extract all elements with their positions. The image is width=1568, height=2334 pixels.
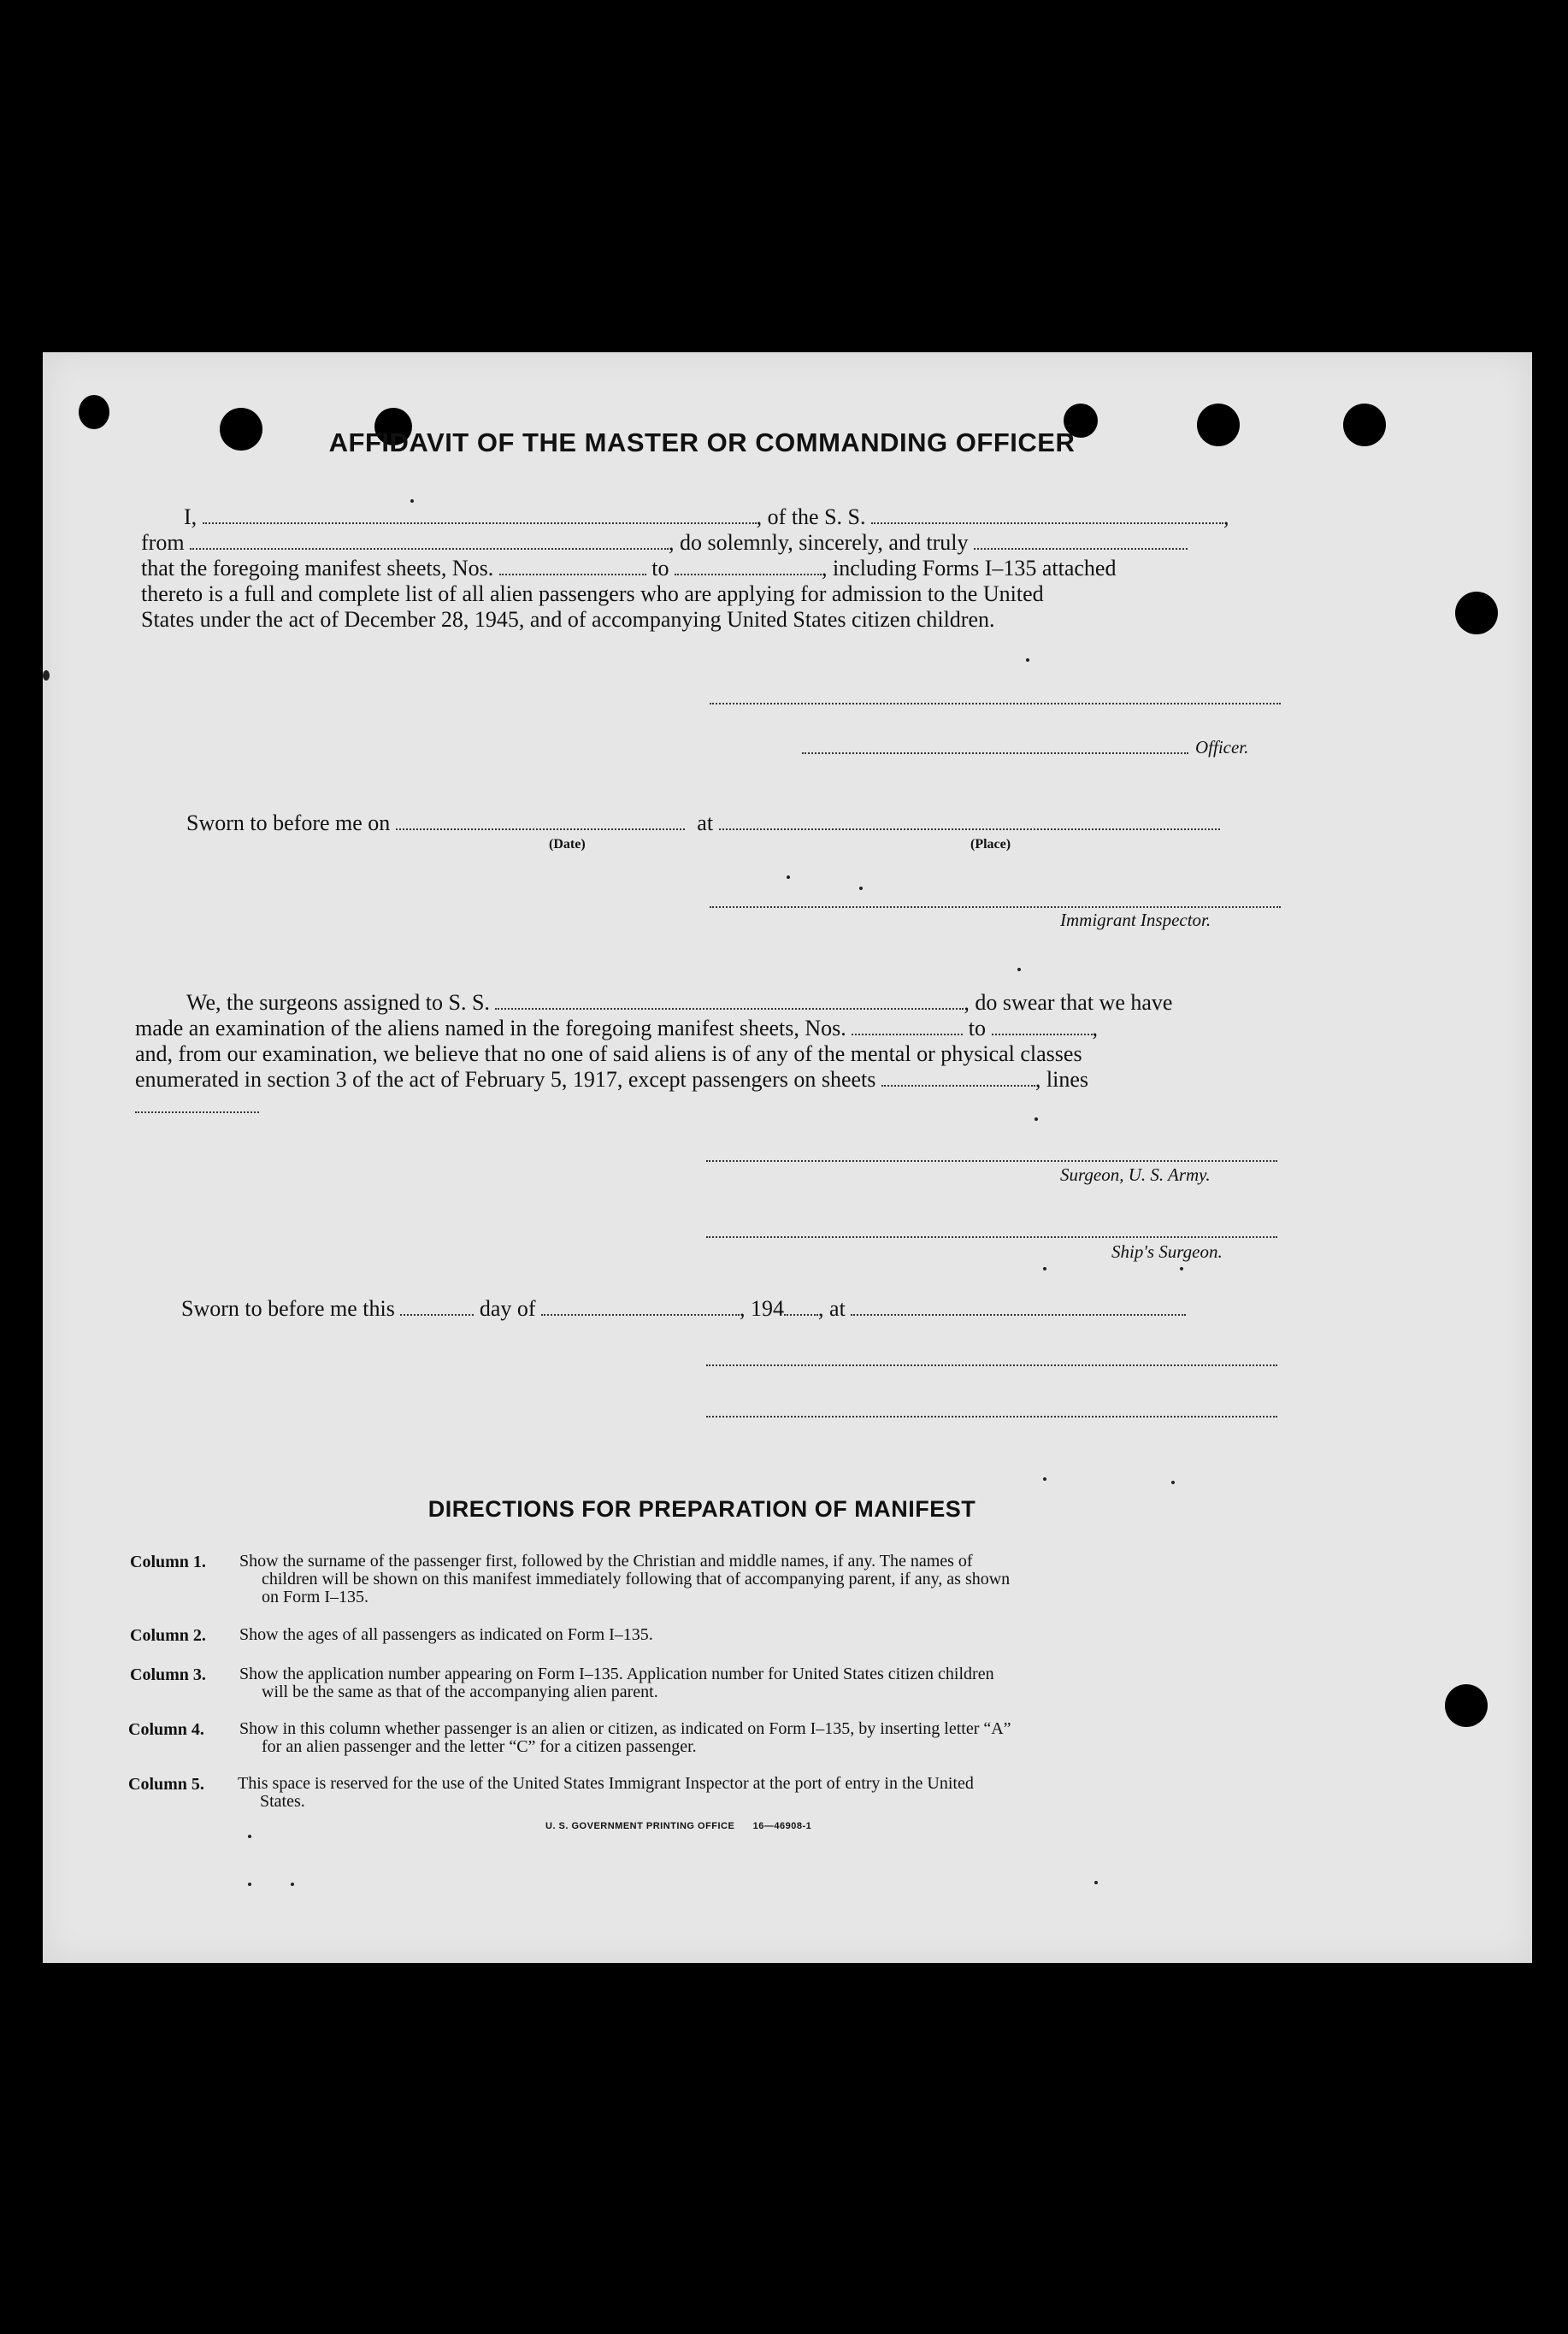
column-2-label: Column 2. <box>130 1626 206 1645</box>
text: enumerated in section 3 of the act of February 5, 1917, except passengers on sheets <box>135 1067 876 1092</box>
text: on Form I–135. <box>262 1588 368 1606</box>
sworn-place-field[interactable] <box>719 811 1220 830</box>
ship-surgeon-signature-line[interactable] <box>706 1236 1277 1238</box>
speck <box>1035 1117 1038 1121</box>
sheet-to-field[interactable] <box>675 557 822 575</box>
sheet-from-field[interactable] <box>499 557 646 575</box>
text: , lines <box>1035 1067 1089 1092</box>
except-sheets-field[interactable] <box>881 1068 1035 1087</box>
text: Show in this column whether passenger is an alien or citizen, as indicated on Form I–135, by inserting letter “A” <box>239 1719 1011 1738</box>
sworn-at-field[interactable] <box>851 1297 1186 1316</box>
text: I, <box>184 504 197 529</box>
affidavit-line-3 <box>141 556 1116 581</box>
speck <box>787 875 790 879</box>
officer-signature-line[interactable] <box>802 752 1188 754</box>
exam-sheet-from-field[interactable] <box>852 1017 963 1035</box>
column-1-label: Column 1. <box>130 1553 206 1571</box>
text: will be the same as that of the accompanying alien parent. <box>262 1683 658 1701</box>
speck <box>859 887 863 890</box>
text: from <box>141 530 185 555</box>
text: children will be shown on this manifest immediately following that of accompanying parent, if any, as shown <box>262 1570 1011 1588</box>
text: , of the S. S. <box>756 504 866 529</box>
form-sheet <box>43 352 1532 1963</box>
surgeons-line-4 <box>135 1067 1088 1093</box>
punch-hole <box>1455 592 1498 634</box>
text: to <box>968 1016 986 1040</box>
text: made an examination of the aliens named in the foregoing manifest sheets, Nos. <box>135 1016 846 1040</box>
text: Show the surname of the passenger first, followed by the Christian and middle names, if any. The names of <box>239 1552 973 1571</box>
signature-line[interactable] <box>710 703 1281 704</box>
speck <box>1180 1267 1183 1270</box>
port-from-field[interactable] <box>190 531 669 550</box>
sworn-day-field[interactable] <box>400 1297 474 1316</box>
signature-line[interactable] <box>706 1364 1277 1366</box>
ship-name-field[interactable] <box>871 505 1223 524</box>
speck <box>1026 658 1029 662</box>
sworn-month-field[interactable] <box>541 1297 740 1316</box>
surgeons-ship-field[interactable] <box>495 991 964 1010</box>
text: to <box>651 556 669 581</box>
text: for an alien passenger and the letter “C” for a citizen passenger. <box>262 1737 697 1756</box>
exam-sheet-to-field[interactable] <box>992 1017 1093 1035</box>
printing-office-imprint: U. S. GOVERNMENT PRINTING OFFICE 16—46908-1 <box>545 1821 812 1831</box>
sworn-date-field[interactable] <box>396 811 685 830</box>
affidavit-line-5: States under the act of December 28, 1945, and of accompanying United States citizen children. <box>141 607 995 632</box>
column-5-text <box>238 1775 974 1811</box>
affidavit-blank-field[interactable] <box>974 531 1188 550</box>
except-lines-field[interactable] <box>135 1111 259 1113</box>
speck <box>43 670 50 681</box>
sworn-date-line <box>186 810 1220 836</box>
speck <box>248 1835 251 1838</box>
column-3-text <box>239 1665 994 1701</box>
text: , do swear that we have <box>964 990 1173 1015</box>
column-4-text <box>239 1720 1011 1756</box>
punch-hole <box>79 395 109 429</box>
text: day of <box>479 1296 536 1321</box>
officer-label: Officer. <box>1195 737 1249 757</box>
text: Show the ages of all passengers as indicated on Form I–135. <box>239 1625 653 1644</box>
column-3-label: Column 3. <box>130 1665 206 1684</box>
speck <box>1043 1267 1046 1270</box>
text: at <box>697 810 714 835</box>
text: Sworn to before me this <box>181 1296 395 1321</box>
speck <box>1017 968 1021 971</box>
column-1-text <box>239 1553 1010 1606</box>
speck <box>1043 1477 1046 1481</box>
text: , at <box>818 1296 846 1321</box>
surgeons-line-2 <box>135 1016 1098 1041</box>
page-title: AFFIDAVIT OF THE MASTER OR COMMANDING OFFICER <box>328 427 1076 457</box>
surgeons-line-1 <box>186 990 1172 1016</box>
army-surgeon-label: Surgeon, U. S. Army. <box>1060 1164 1211 1185</box>
affidavit-line-1 <box>184 504 1229 530</box>
text: , do solemnly, sincerely, and truly <box>669 530 969 555</box>
column-2-text <box>239 1626 653 1644</box>
ship-surgeon-label: Ship's Surgeon. <box>1111 1241 1223 1262</box>
affidavit-line-2 <box>141 530 1188 556</box>
text: that the foregoing manifest sheets, Nos. <box>141 556 494 581</box>
text: , <box>1092 1016 1098 1040</box>
speck <box>248 1883 251 1886</box>
text: , including Forms I–135 attached <box>822 556 1117 581</box>
text: We, the surgeons assigned to S. S. <box>186 990 490 1015</box>
text: , <box>1223 504 1229 529</box>
text: States. <box>260 1792 305 1811</box>
text: This space is reserved for the use of the United States Immigrant Inspector at the port of entry in the United <box>238 1774 974 1793</box>
column-5-label: Column 5. <box>128 1775 204 1794</box>
speck <box>291 1883 294 1886</box>
speck <box>410 499 414 503</box>
place-caption: (Place) <box>970 837 1011 852</box>
directions-title: DIRECTIONS FOR PREPARATION OF MANIFEST <box>427 1496 976 1522</box>
column-4-label: Column 4. <box>128 1720 204 1739</box>
master-name-field[interactable] <box>203 505 757 524</box>
punch-hole <box>1445 1684 1488 1727</box>
text: Show the application number appearing on Form I–135. Application number for United States citizen children <box>239 1665 994 1683</box>
affidavit-line-4: thereto is a full and complete list of all alien passengers who are applying for admission to the United <box>141 581 1044 606</box>
signature-line[interactable] <box>706 1416 1277 1417</box>
surgeons-line-3: and, from our examination, we believe that no one of said aliens is of any of the mental or physical classes <box>135 1041 1082 1066</box>
army-surgeon-signature-line[interactable] <box>706 1160 1277 1162</box>
date-caption: (Date) <box>549 837 586 852</box>
text: , 194 <box>740 1296 785 1321</box>
sworn-year-field[interactable] <box>784 1297 818 1316</box>
text: Sworn to before me on <box>186 810 391 835</box>
sworn-day-line <box>181 1296 1186 1322</box>
inspector-signature-line[interactable] <box>710 906 1281 908</box>
speck <box>1094 1881 1098 1884</box>
speck <box>1171 1481 1175 1484</box>
inspector-label: Immigrant Inspector. <box>1060 910 1211 930</box>
